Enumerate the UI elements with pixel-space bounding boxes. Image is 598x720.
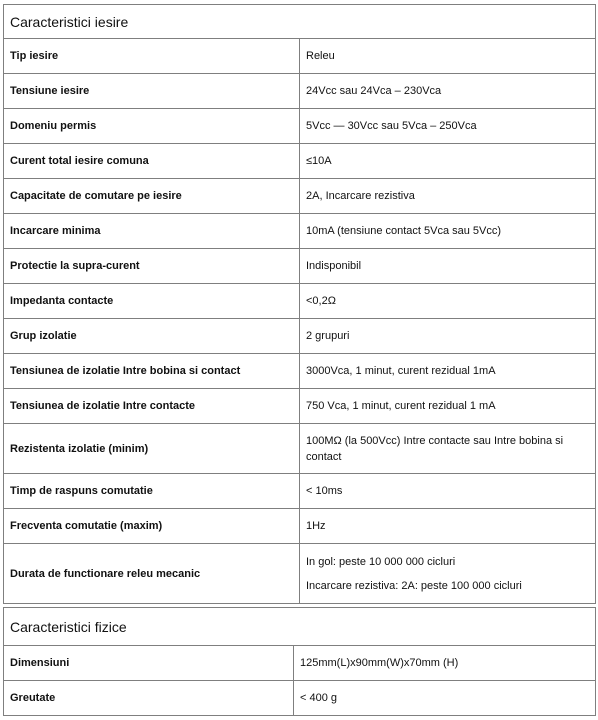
row-value: Releu [300,39,596,74]
table-row [4,354,596,389]
row-label: Domeniu permis [4,109,300,144]
row-label: Frecventa comutatie (maxim) [4,509,300,544]
row-value: 10mA (tensiune contact 5Vca sau 5Vcc) [300,214,596,249]
row-value: < 10ms [300,474,596,509]
row-value: 3000Vca, 1 minut, curent rezidual 1mA [300,354,596,389]
table-row [4,509,596,544]
table-row [4,284,596,319]
row-label: Capacitate de comutare pe iesire [4,179,300,214]
table-row [4,681,596,716]
row-label: Grup izolatie [4,319,300,354]
row-label: Greutate [4,681,294,716]
table-row [4,544,596,604]
row-label: Tensiunea de izolatie Intre bobina si contact [4,354,300,389]
row-value: 2A, Incarcare rezistiva [300,179,596,214]
row-label: Tensiunea de izolatie Intre contacte [4,389,300,424]
row-value: 750 Vca, 1 minut, curent rezidual 1 mA [300,389,596,424]
row-value: ≤10A [300,144,596,179]
row-label: Timp de raspuns comutatie [4,474,300,509]
table-header-row [4,608,596,646]
row-value: 24Vcc sau 24Vca – 230Vca [300,74,596,109]
table-row [4,74,596,109]
table-row [4,144,596,179]
row-value: 100MΩ (la 500Vcc) Intre contacte sau Intre bobina si contact [300,424,596,474]
row-label: Curent total iesire comuna [4,144,300,179]
row-value: <0,2Ω [300,284,596,319]
output-characteristics-table [3,4,596,604]
table-row [4,214,596,249]
row-value: Indisponibil [300,249,596,284]
row-value: 5Vcc — 30Vcc sau 5Vca – 250Vca [300,109,596,144]
section-title: Caracteristici fizice [4,608,596,646]
table-row [4,424,596,474]
row-value: 1Hz [300,509,596,544]
row-label: Tip iesire [4,39,300,74]
row-label: Rezistenta izolatie (minim) [4,424,300,474]
row-value [300,544,596,604]
table-row [4,109,596,144]
row-label: Impedanta contacte [4,284,300,319]
row-value: 2 grupuri [300,319,596,354]
table-row [4,389,596,424]
table-row [4,474,596,509]
row-value: 125mm(L)x90mm(W)x70mm (H) [294,646,596,681]
table-row [4,249,596,284]
row-label: Protectie la supra-curent [4,249,300,284]
value-line: Incarcare rezistiva: 2A: peste 100 000 cicluri [306,579,522,592]
row-label: Durata de functionare releu mecanic [4,544,300,604]
row-label: Dimensiuni [4,646,294,681]
row-value: < 400 g [294,681,596,716]
table-row [4,39,596,74]
row-label: Tensiune iesire [4,74,300,109]
value-line: In gol: peste 10 000 000 cicluri [306,555,456,568]
table-header-row [4,5,596,39]
table-row [4,646,596,681]
physical-characteristics-table [3,607,596,716]
table-row [4,319,596,354]
row-label: Incarcare minima [4,214,300,249]
section-title: Caracteristici iesire [4,5,596,39]
table-row [4,179,596,214]
